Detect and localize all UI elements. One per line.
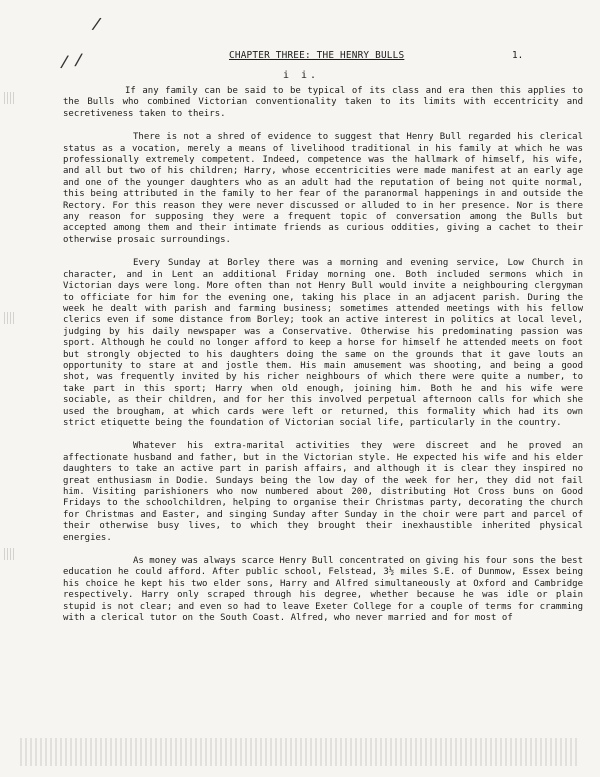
paragraph: If any family can be said to be typical of its class and era then this applies to the Bulls who combined Victorian conventionality taken to its limits with eccentricity and secretiveness taken to theirs. (63, 86, 583, 119)
paragraph: Every Sunday at Borley there was a morning and evening service, Low Church in character, and in Lent an additional Friday morning one. Both included sermons which in Victorian days were long. More often than not Henry Bull would invite a neighbouring clergyman to officiate for him for the evening one, taking his place in an adjacent parish. During the week he dealt with parish and farming business; sometimes attended meetings with his fellow clerics even if some distance from Borley; took an active interest in politics at local level, judging by his daily newspaper was a Conservative. Otherwise his predominating passion was sport. Although he could no longer afford to keep a horse for himself he attended meets on foot but strongly objected to his daughters doing the same on the grounds that it gave louts an opportunity to stare at and jostle them. His main amusement was shooting, and being a good shot, was frequently invited by his richer neighbours of which there were quite a number, to take part in this sport; Harry when old enough, joining him. Both he and his wife were sociable, as their children, and for her this involved perpetual afternoon calls for which she used the brougham, at which cards were left or returned, this formality which had its own strict etiquette being the foundation of Victorian social life, particularly in the country. (63, 258, 583, 428)
section-number: i i. (283, 70, 320, 81)
paragraph: As money was always scarce Henry Bull concentrated on giving his four sons the best education he could afford. After public school, Felstead, 3½ miles S.E. of Dunmow, Essex being his choice he kept his two elder sons, Harry and Alfred simultaneously at Oxford and Cambridge respectively. Harry only scraped through his degree, whether because he was idle or plain stupid is not clear; and even so had to leave Exeter College for a couple of terms for cramming with a clerical tutor on the South Coast. Alfred, who never married and for most of (63, 556, 583, 624)
body-text (63, 86, 583, 636)
paragraph: There is not a shred of evidence to suggest that Henry Bull regarded his clerical status as a vocation, merely a means of livelihood traditional in his family at which he was professionally extremely competent. Indeed, competence was the hallmark of himself, his wife, and all but two of his children; Harry, whose eccentricities were made manifest at an early age and one of the younger daughters who as an adult had the reputation of being not quite normal, this being attributed in the family to her fear of the paranormal happenings in and outside the Rectory. For this reason they were never discussed or alluded to in her presence. Nor is there any reason for supposing they were a frequent topic of conversation among the Bulls but accepted among them and their intimate friends as curious oddities, giving a cachet to their otherwise prosaic surroundings. (63, 132, 583, 245)
page-number: 1. (512, 50, 524, 61)
pencil-mark: / (73, 49, 85, 70)
scan-speck (4, 312, 14, 324)
scan-noise (20, 738, 580, 766)
pencil-mark: / (59, 51, 71, 72)
page-header (0, 50, 600, 70)
scan-speck (4, 92, 14, 104)
paragraph: Whatever his extra-marital activities they were discreet and he proved an affectionate husband and father, but in the Victorian style. He expected his wife and his elder daughters to take an active part in parish affairs, and although it is clear they inspired no great enthusiasm in Dodie. Sundays being the low day of the week for her, they did not fail him. Visiting parishioners who now numbered about 200, distributing Hot Cross buns on Good Fridays to the schoolchildren, helping to organise their Christmas party, decorating the church for Christmas and Easter, and singing Sunday after Sunday in the choir were part and parcel of their otherwise busy lives, to which they brought their inexhaustible inherited physical energies. (63, 441, 583, 543)
scan-speck (4, 548, 14, 560)
chapter-title: CHAPTER THREE: THE HENRY BULLS (229, 50, 405, 61)
pencil-mark: / (90, 13, 104, 34)
